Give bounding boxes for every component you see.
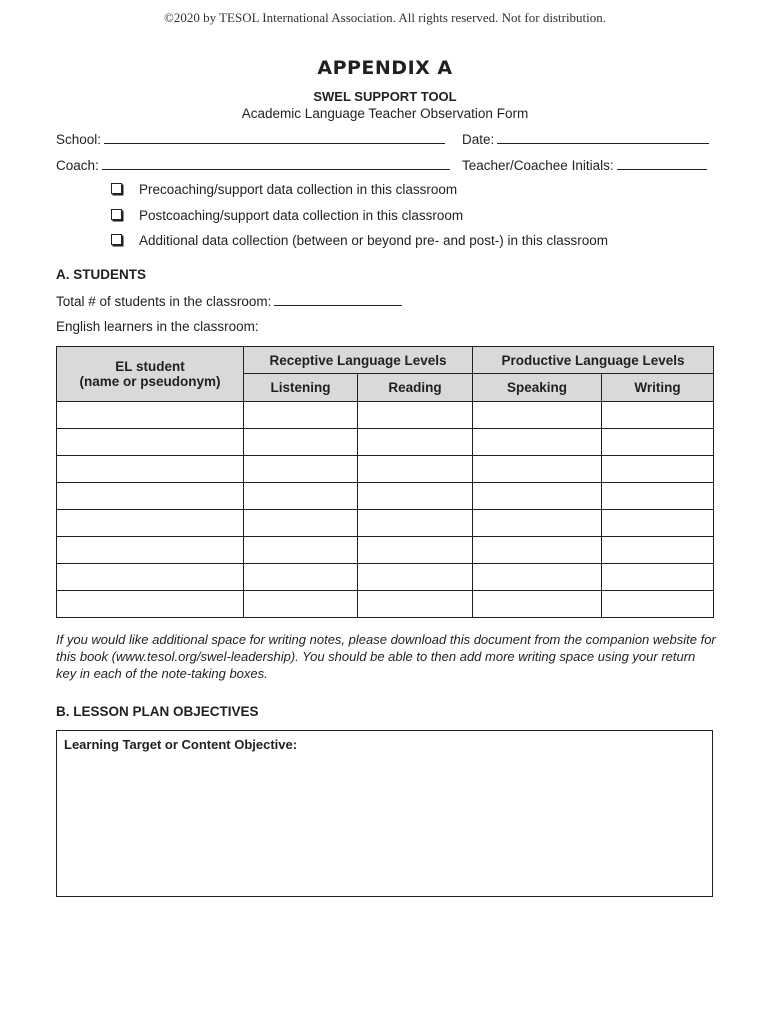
reading-header: Reading [358,374,473,402]
checkbox-postcoaching[interactable] [111,208,463,223]
companion-website-note: If you would like additional space for writing notes, please download this document from the companion website for this book (www.tesol.org/swel-leadership). You should be able to then add more writing space using your return key in each of the note-taking boxes. [56,632,716,681]
table-cell[interactable] [57,402,244,429]
table-cell[interactable] [57,456,244,483]
initials-label: Teacher/Coachee Initials: [462,158,614,173]
table-cell[interactable] [602,483,714,510]
initials-field[interactable] [462,157,707,173]
el-student-header-line2: (name or pseudonym) [79,374,221,389]
school-label: School: [56,132,102,147]
table-row [57,483,714,510]
initials-blank[interactable] [617,157,707,170]
table-row [57,402,714,429]
table-cell[interactable] [358,429,473,456]
table-cell[interactable] [57,537,244,564]
date-label: Date: [462,132,495,147]
table-cell[interactable] [244,429,358,456]
table-cell[interactable] [602,456,714,483]
english-learners-label: English learners in the classroom: [56,319,259,334]
coach-field[interactable] [56,157,450,173]
table-cell[interactable] [473,483,602,510]
table-cell[interactable] [358,564,473,591]
table-cell[interactable] [602,510,714,537]
table-cell[interactable] [473,429,602,456]
objectives-heading: B. LESSON PLAN OBJECTIVES [56,704,259,719]
learning-target-box[interactable] [56,730,713,897]
coach-blank[interactable] [102,157,450,170]
table-cell[interactable] [57,483,244,510]
table-cell[interactable] [244,483,358,510]
table-cell[interactable] [358,537,473,564]
table-cell[interactable] [602,591,714,618]
learning-target-label: Learning Target or Content Objective: [64,737,298,752]
checkbox-label: Additional data collection (between or beyond pre- and post-) in this classroom [139,233,609,248]
table-cell[interactable] [57,429,244,456]
listening-header: Listening [244,374,358,402]
table-cell[interactable] [473,591,602,618]
table-row [57,537,714,564]
checkbox-label: Postcoaching/support data collection in this classroom [139,208,464,223]
table-cell[interactable] [57,510,244,537]
table-cell[interactable] [358,591,473,618]
appendix-title: APPENDIX A [317,57,453,79]
checkbox-icon[interactable] [111,234,122,245]
table-row [57,510,714,537]
checkbox-label: Precoaching/support data collection in this classroom [139,182,458,197]
table-cell[interactable] [244,591,358,618]
table-cell[interactable] [244,537,358,564]
school-blank[interactable] [104,131,445,144]
table-cell[interactable] [473,564,602,591]
tool-title: SWEL SUPPORT TOOL [313,89,457,104]
total-students-label: Total # of students in the classroom: [56,294,272,309]
table-row [57,456,714,483]
speaking-header: Speaking [473,374,602,402]
checkbox-additional[interactable] [111,233,608,248]
table-cell[interactable] [602,429,714,456]
table-cell[interactable] [57,591,244,618]
checkbox-icon[interactable] [111,183,122,194]
table-cell[interactable] [244,510,358,537]
table-cell[interactable] [602,537,714,564]
table-row [57,564,714,591]
table-cell[interactable] [473,537,602,564]
table-cell[interactable] [473,510,602,537]
copyright-notice: ©2020 by TESOL International Association. All rights reserved. Not for distribution. [163,10,607,25]
table-cell[interactable] [358,510,473,537]
coach-label: Coach: [56,158,99,173]
receptive-header: Receptive Language Levels [244,347,473,374]
table-cell[interactable] [57,564,244,591]
table-cell[interactable] [602,402,714,429]
table-cell[interactable] [473,402,602,429]
table-cell[interactable] [244,402,358,429]
date-blank[interactable] [497,131,709,144]
date-field[interactable] [462,131,709,147]
table-cell[interactable] [358,402,473,429]
total-students-blank[interactable] [274,293,402,306]
table-row [57,429,714,456]
writing-header: Writing [602,374,714,402]
form-subtitle: Academic Language Teacher Observation Form [241,106,529,121]
school-field[interactable] [56,131,445,147]
el-student-header [57,347,244,402]
table-cell[interactable] [602,564,714,591]
table-cell[interactable] [358,456,473,483]
students-heading: A. STUDENTS [56,267,147,282]
checkbox-icon[interactable] [111,209,122,220]
table-cell[interactable] [358,483,473,510]
checkbox-precoaching[interactable] [111,182,457,197]
productive-header: Productive Language Levels [473,347,714,374]
table-cell[interactable] [244,456,358,483]
total-students-field[interactable] [56,293,402,309]
table-cell[interactable] [244,564,358,591]
el-student-table [56,346,714,618]
table-cell[interactable] [473,456,602,483]
table-row [57,591,714,618]
el-student-header-line1: EL student [115,359,185,374]
